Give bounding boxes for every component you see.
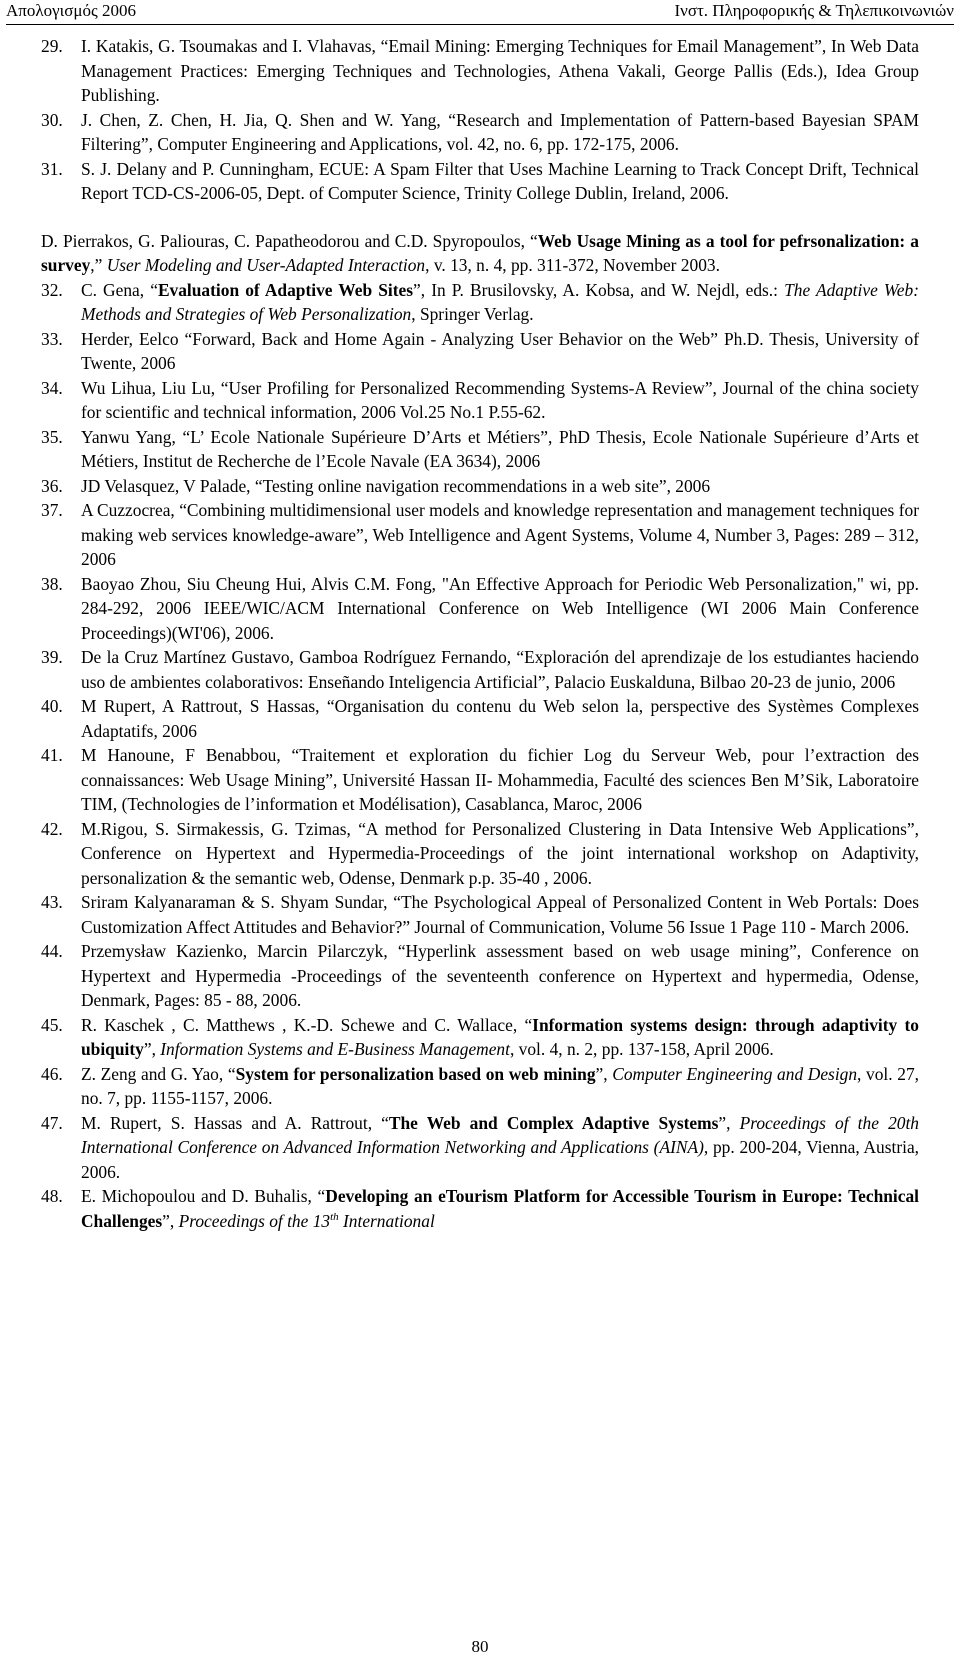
- reference-authors: R. Kaschek , C. Matthews , K.-D. Schewe and C. Wallace, “: [81, 1014, 533, 1035]
- reference-44: [41, 939, 919, 1013]
- header-institute-name: Ινστ. Πληροφορικής & Τηλεπικοινωνιών: [674, 1, 954, 20]
- reference-journal-end: International: [338, 1210, 435, 1231]
- reference-text: [81, 1111, 919, 1185]
- reference-book: The Adaptive Web: Methods and Strategies of Web Personalization: [81, 279, 919, 324]
- reference-number: 44.: [41, 941, 63, 961]
- references-list: [41, 34, 919, 1233]
- reference-journal: Proceedings of the 20th International Conference on Advanced Information Networking and Applications (AINA): [81, 1112, 919, 1157]
- reference-37: [41, 498, 919, 572]
- reference-number: 46.: [41, 1063, 63, 1084]
- reference-title: Evaluation of Adaptive Web Sites: [157, 279, 414, 300]
- reference-text: I. Katakis, G. Tsoumakas and I. Vlahavas, “Email Mining: Emerging Techniques for Email Management”, In Web Data Management Practices: Emerging Techniques and Technologies, Athena Vakali, George Pallis (Eds.), Idea Group Publishing.: [81, 36, 919, 105]
- reference-text: [81, 1013, 919, 1062]
- reference-text: M.Rigou, S. Sirmakessis, G. Tzimas, “A method for Personalized Clustering in Data Intensive Web Applications”, Conference on Hypertext and Hypermedia-Proceedings of the joint international workshop on Adaptivity, personalization & the semantic web, Odense, Denmark p.p. 35-40 , 2006.: [81, 818, 919, 888]
- reference-30: [41, 108, 919, 157]
- reference-number: 47.: [41, 1112, 63, 1133]
- reference-editors: ”, In P. Brusilovsky, A. Kobsa, and W. Nejdl, eds.:: [413, 279, 785, 300]
- reference-48: [41, 1184, 919, 1233]
- reference-journal: [179, 1211, 435, 1231]
- reference-32: [41, 278, 919, 327]
- reference-number: 32.: [41, 279, 63, 300]
- reference-number: 41.: [41, 745, 63, 765]
- reference-title: Developing an eTourism Platform for Accessible Tourism in Europe: Technical Challenges: [81, 1186, 919, 1231]
- reference-details: , vol. 4, n. 2, pp. 137-158, April 2006.: [509, 1039, 774, 1059]
- reference-separator: ”,: [162, 1210, 179, 1231]
- reference-38: [41, 572, 919, 646]
- reference-journal: Information Systems and E-Business Management: [160, 1039, 510, 1059]
- reference-number: 39.: [41, 647, 63, 667]
- reference-47: [41, 1111, 919, 1185]
- reference-36: [41, 474, 919, 499]
- reference-number: 48.: [41, 1186, 63, 1206]
- reference-authors: C. Gena, “: [81, 279, 158, 300]
- reference-45: [41, 1013, 919, 1062]
- reference-title: Information systems design: through adaptivity to ubiquity: [81, 1014, 919, 1059]
- reference-text: JD Velasquez, V Palade, “Testing online navigation recommendations in a web site”, 2006: [81, 475, 711, 496]
- reference-authors: M. Rupert, S. Hassas and A. Rattrout, “: [81, 1112, 389, 1133]
- reference-text: M Rupert, A Rattrout, S Hassas, “Organisation du contenu du Web selon la, perspective des Systèmes Complexes Adaptatifs, 2006: [81, 696, 919, 741]
- reference-number: 34.: [41, 377, 63, 398]
- reference-text: Yanwu Yang, “L’ Ecole Nationale Supérieure D’Arts et Métiers”, PhD Thesis, Ecole Nationale Supérieure d’Arts et Métiers, Institut de Recherche de l’Ecole Navale (EA 3634), 2006: [81, 426, 919, 471]
- reference-number: 30.: [41, 109, 63, 130]
- reference-journal: User Modeling and User-Adapted Interaction: [106, 255, 426, 275]
- reference-35: [41, 425, 919, 474]
- reference-39: [41, 645, 919, 694]
- reference-number: 38.: [41, 573, 63, 594]
- reference-text: S. J. Delany and P. Cunningham, ECUE: A Spam Filter that Uses Machine Learning to Track Concept Drift, Technical Report TCD-CS-2006-05, Dept. of Computer Science, Trinity College Dublin, Ireland, 2006.: [81, 158, 919, 203]
- page-header: [6, 0, 954, 25]
- reference-number: 42.: [41, 818, 63, 839]
- reference-journal: Computer Engineering and Design: [612, 1063, 858, 1084]
- reference-number: 29.: [41, 36, 63, 56]
- reference-details: , vol. 27, no. 7, pp. 1155-1157, 2006.: [81, 1063, 919, 1108]
- reference-authors: D. Pierrakos, G. Paliouras, C. Papatheodorou and C.D. Spyropoulos, “: [41, 230, 538, 251]
- reference-title: The Web and Complex Adaptive Systems: [388, 1112, 719, 1133]
- reference-34: [41, 376, 919, 425]
- reference-text: Sriram Kalyanaraman & S. Shyam Sundar, “The Psychological Appeal of Personalized Content in Web Portals: Does Customization Affect Attitudes and Behavior?” Journal of Communication, Volume 56 Issue 1 Page 110 - March 2006.: [81, 892, 919, 937]
- reference-authors: E. Michopoulou and D. Buhalis, “: [81, 1186, 326, 1206]
- reference-text: Wu Lihua, Liu Lu, “User Profiling for Personalized Recommending Systems-A Review”, Journal of the china society for scientific and technical information, 2006 Vol.25 No.1 P.55-62.: [81, 377, 919, 422]
- reference-31: [41, 157, 919, 206]
- reference-text: De la Cruz Martínez Gustavo, Gamboa Rodríguez Fernando, “Exploración del aprendizaje de los estudiantes haciendo uso de ambientes colaborativos: Enseñando Inteligencia Artificial”, Palacio Euskalduna, Bilbao 20-23 de junio, 2006: [81, 647, 919, 692]
- reference-text: [81, 1062, 919, 1111]
- reference-text: [81, 1184, 919, 1233]
- reference-text: J. Chen, Z. Chen, H. Jia, Q. Shen and W. Yang, “Research and Implementation of Pattern-based Bayesian SPAM Filtering”, Computer Engineering and Applications, vol. 42, no. 6, pp. 172-175, 2006.: [81, 109, 919, 154]
- reference-text: A Cuzzocrea, “Combining multidimensional user models and knowledge representation and management techniques for making web services knowledge-aware”, Web Intelligence and Agent Systems, Volume 4, Number 3, Pages: 289 – 312, 2006: [81, 500, 919, 569]
- reference-number: 35.: [41, 426, 63, 447]
- reference-separator: ”,: [718, 1112, 740, 1133]
- reference-pierrakos: [41, 229, 919, 278]
- reference-text: Herder, Eelco “Forward, Back and Home Again - Analyzing User Behavior on the Web” Ph.D. Thesis, University of Twente, 2006: [81, 328, 919, 373]
- reference-title: System for personalization based on web mining: [235, 1063, 596, 1084]
- reference-42: [41, 817, 919, 891]
- reference-29: [41, 34, 919, 108]
- reference-separator: ,”: [90, 255, 107, 275]
- reference-text: [81, 278, 919, 327]
- reference-journal-start: Proceedings of the 13: [178, 1210, 331, 1231]
- reference-details: , v. 13, n. 4, pp. 311-372, November 2003.: [425, 255, 720, 275]
- reference-33: [41, 327, 919, 376]
- ordinal-suffix: th: [330, 1210, 339, 1223]
- page-number: 80: [471, 1637, 489, 1656]
- reference-text: Przemysław Kazienko, Marcin Pilarczyk, “Hyperlink assessment based on web usage mining”, Conference on Hypertext and Hypermedia -Proceedings of the seventeenth conference on Hypertext and hypermedia, Odense, Denmark, Pages: 85 - 88, 2006.: [81, 941, 919, 1010]
- reference-details: , pp. 200-204, Vienna, Austria, 2006.: [81, 1137, 920, 1182]
- reference-41: [41, 743, 919, 817]
- header-report-title: Απολογισμός 2006: [6, 1, 136, 20]
- reference-authors: Z. Zeng and G. Yao, “: [81, 1063, 236, 1084]
- reference-text: M Hanoune, F Benabbou, “Traitement et exploration du fichier Log du Serveur Web, pour l’extraction des connaissances: Web Usage Mining”, Université Hassan II- Mohammedia, Faculté des sciences Ben M’Sik, Laboratoire TIM, (Technologies de l’information et Modélisation), Casablanca, Maroc, 2006: [81, 745, 919, 814]
- reference-number: 31.: [41, 158, 63, 179]
- reference-text: Baoyao Zhou, Siu Cheung Hui, Alvis C.M. Fong, "An Effective Approach for Periodic Web Personalization," wi, pp. 284-292, 2006 IEEE/WIC/ACM International Conference on Web Intelligence (WI 2006 Main Conference Proceedings)(WI'06), 2006.: [81, 573, 919, 643]
- reference-number: 45.: [41, 1014, 63, 1035]
- reference-separator: ”,: [595, 1063, 613, 1084]
- reference-number: 43.: [41, 892, 63, 912]
- reference-separator: ”,: [143, 1039, 161, 1059]
- reference-details: , Springer Verlag.: [411, 304, 534, 324]
- reference-43: [41, 890, 919, 939]
- reference-title: Web Usage Mining as a tool for pefrsonalization: a survey: [41, 230, 919, 275]
- reference-40: [41, 694, 919, 743]
- reference-46: [41, 1062, 919, 1111]
- reference-number: 40.: [41, 696, 63, 716]
- reference-number: 36.: [41, 475, 63, 496]
- reference-number: 33.: [41, 328, 63, 349]
- reference-number: 37.: [41, 500, 63, 520]
